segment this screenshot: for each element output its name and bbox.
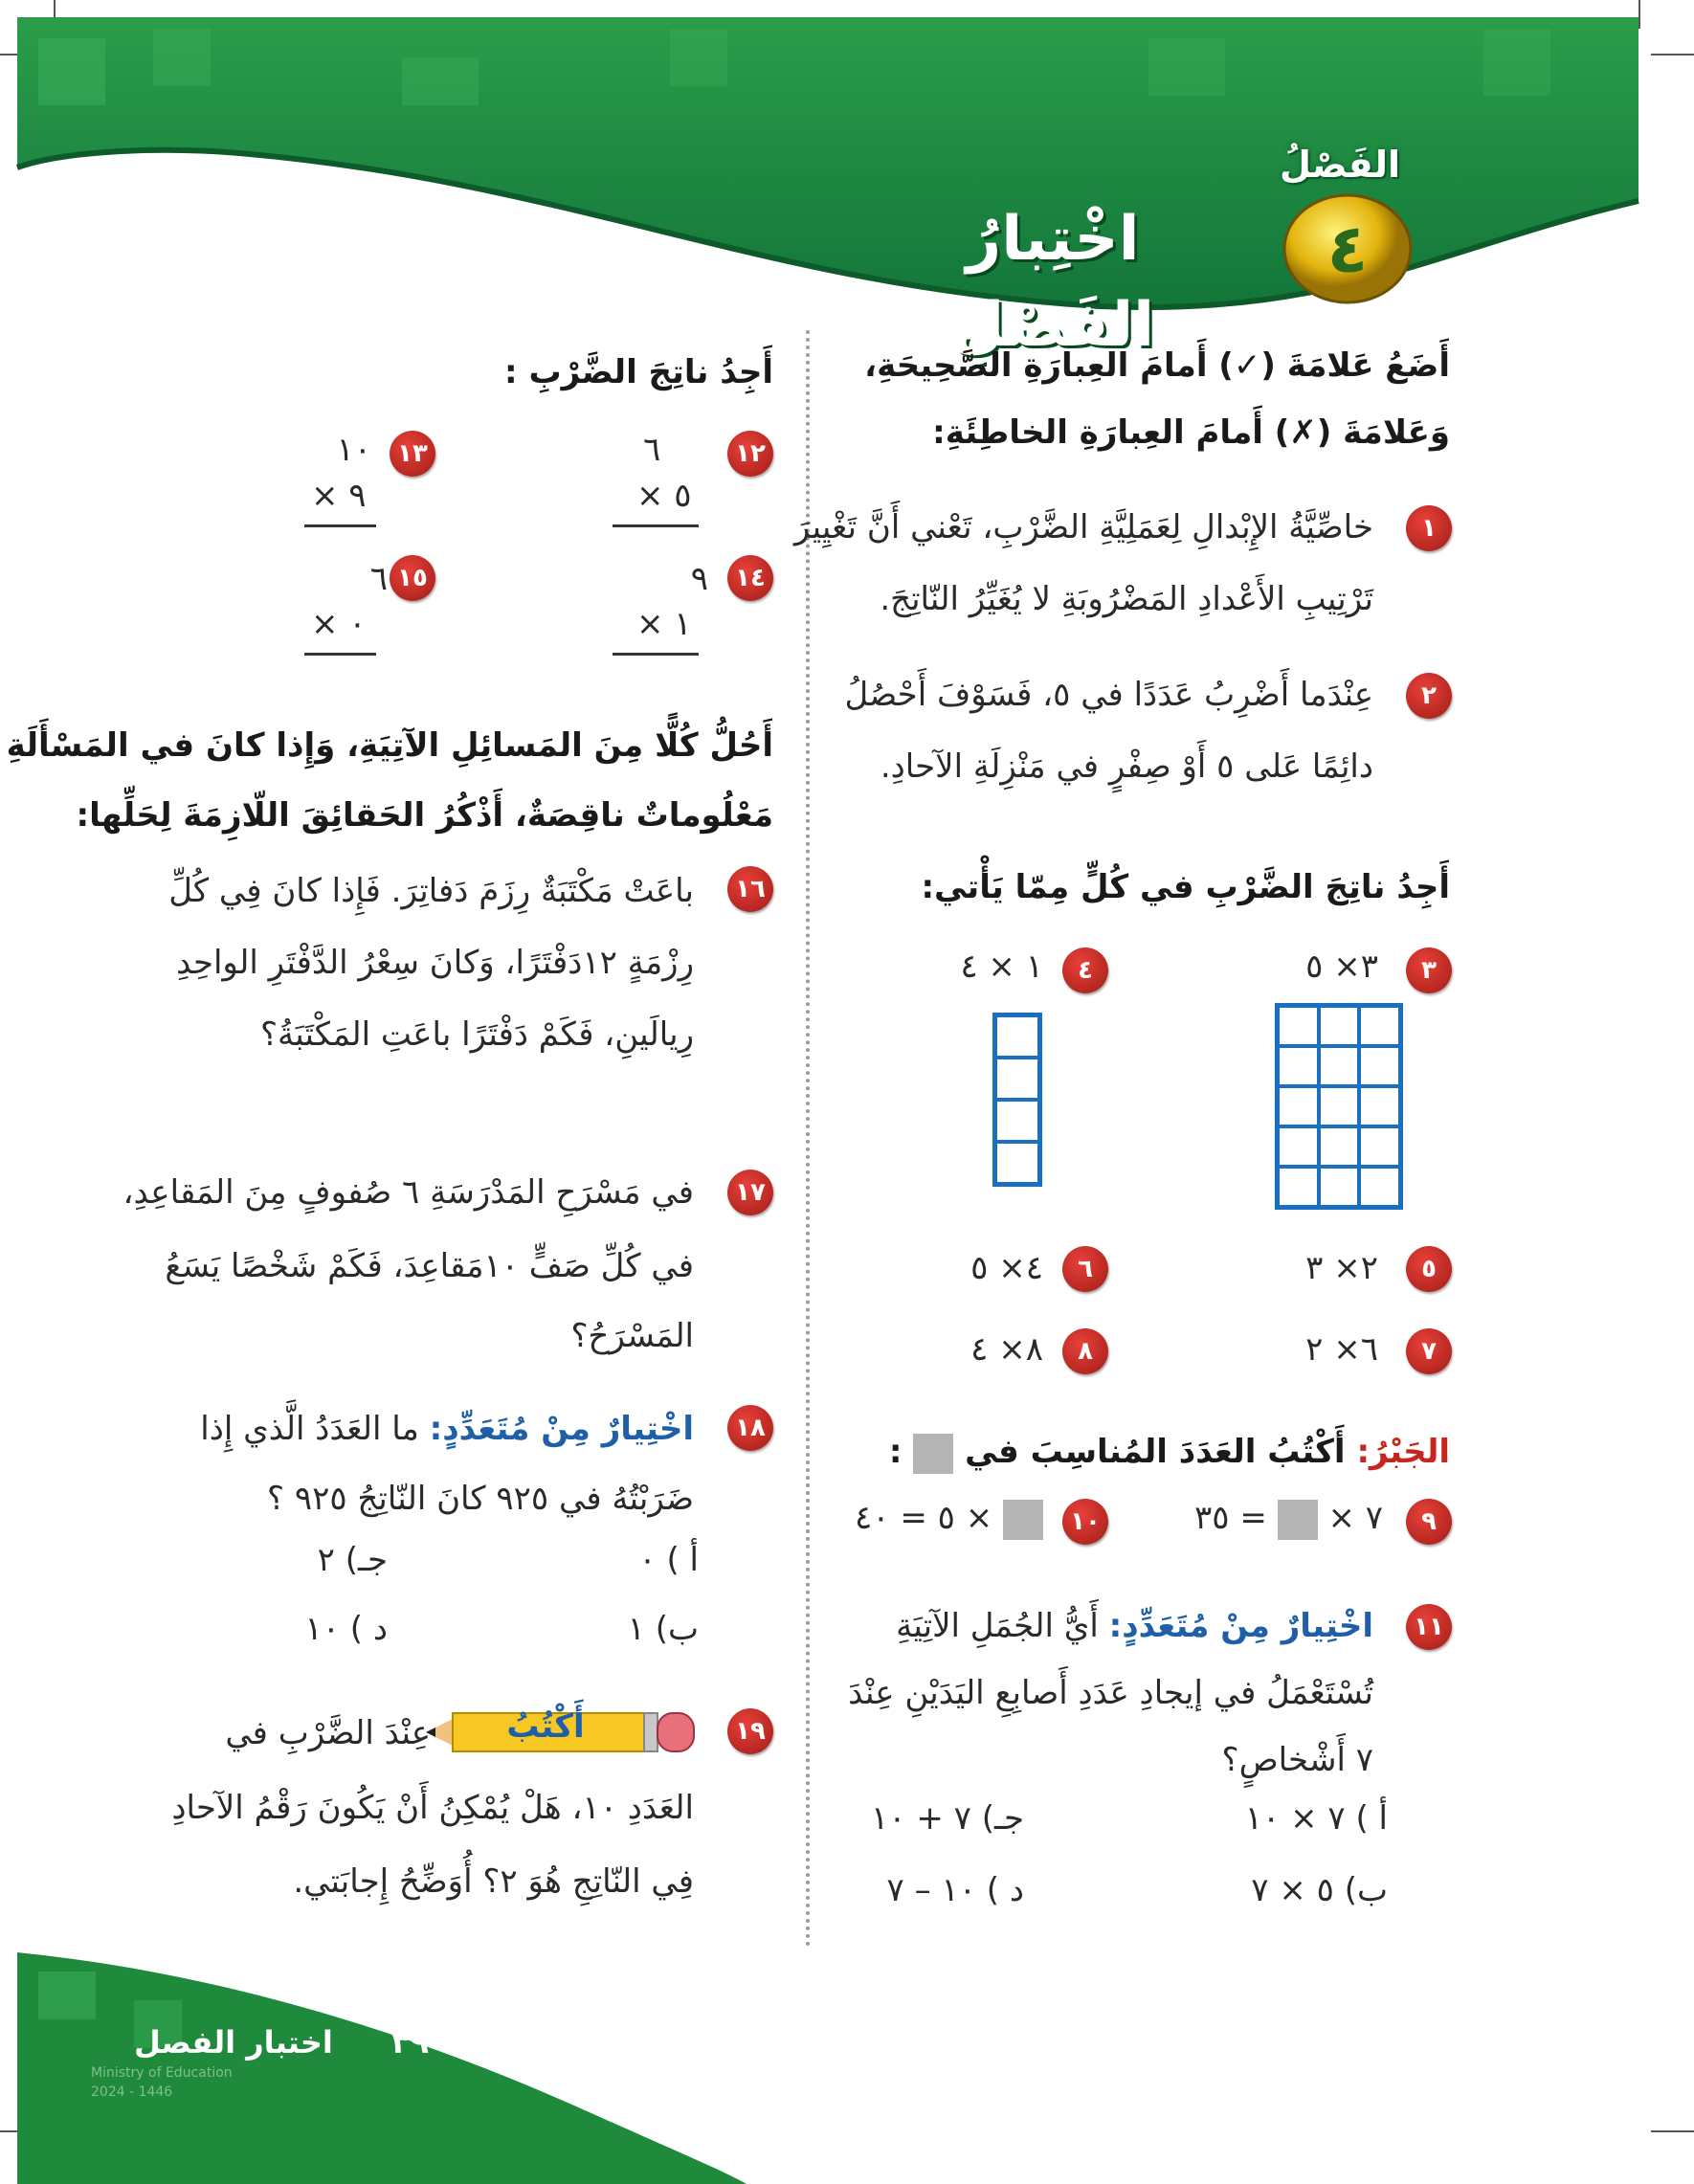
q12-bottom: × ٥ bbox=[636, 477, 692, 515]
question-number: ٧ bbox=[1406, 1328, 1452, 1374]
left-product-instruction: أَجِدُ ناتِجَ الضَّرْبِ : bbox=[504, 353, 773, 391]
footer-banner bbox=[0, 1952, 1694, 2184]
q16-line2: رِزْمَةٍ ١٢دَفْتَرًا، وَكانَ سِعْرُ الدَّفْتَرِ الواحِدِ bbox=[176, 944, 694, 982]
answer-line bbox=[613, 653, 699, 656]
tf-instruction-line1: أَضَعُ عَلامَةَ (✓) أَمامَ العِبارَةِ الصَّحِيحَةِ، bbox=[864, 346, 1450, 385]
blank-box bbox=[913, 1434, 953, 1474]
watermark-line1: Ministry of Education bbox=[91, 2065, 233, 2081]
question-number: ١١ bbox=[1406, 1604, 1452, 1650]
chapter-word: الفَصْلُ bbox=[1279, 144, 1400, 186]
q13-bottom: × ٩ bbox=[311, 477, 367, 515]
q15-top: ٦ bbox=[369, 560, 388, 598]
question-number: ١٣ bbox=[390, 431, 435, 477]
page-title: اخْتِبارُ الفَصْلِ bbox=[950, 204, 1155, 361]
q19-line1: عِنْدَ الضَّرْبِ في bbox=[225, 1714, 431, 1752]
array-grid-1x4 bbox=[992, 1013, 1042, 1187]
algebra-colon: : bbox=[888, 1433, 903, 1471]
question-number: ٣ bbox=[1406, 947, 1452, 993]
q2-line2: دائِمًا عَلى ٥ أَوْ صِفْرٍ في مَنْزِلَةِ الآحادِ. bbox=[880, 747, 1373, 786]
question-number: ١٥ bbox=[390, 555, 435, 601]
array-grid-3x5 bbox=[1275, 1003, 1403, 1210]
q10-right: × ٥ = ٤٠ bbox=[854, 1499, 993, 1537]
q11-option-a[interactable]: أ ) ٧ × ١٠ bbox=[1244, 1799, 1388, 1838]
question-number: ٢ bbox=[1406, 673, 1452, 719]
q17-line1: في مَسْرَحِ المَدْرَسَةِ ٦ صُفوفٍ مِنَ المَقاعِدِ، bbox=[123, 1173, 694, 1212]
question-number: ٩ bbox=[1406, 1499, 1452, 1545]
q18-option-d[interactable]: د ) ١٠ bbox=[304, 1610, 388, 1648]
q18-line1 bbox=[200, 1399, 694, 1459]
q8-expression: ٨× ٤ bbox=[970, 1330, 1043, 1369]
q18-option-a[interactable]: أ ) ٠ bbox=[638, 1541, 699, 1579]
q11-line1 bbox=[896, 1596, 1373, 1656]
q4-expression: ١ × ٤ bbox=[960, 947, 1043, 986]
q11-option-b[interactable]: ب) ٥ × ٧ bbox=[1251, 1871, 1388, 1909]
chapter-number: ٤ bbox=[1326, 210, 1369, 288]
q1-line2: تَرْتِيبِ الأَعْدادِ المَضْرُوبَةِ لا يُغَيِّرُ النّاتِجَ. bbox=[880, 580, 1373, 618]
question-number: ١٠ bbox=[1062, 1499, 1108, 1545]
header-banner bbox=[0, 0, 1694, 325]
q18-option-c[interactable]: جـ) ٢ bbox=[317, 1541, 388, 1579]
product-instruction: أَجِدُ ناتِجَ الضَّرْبِ في كُلٍّ مِمّا يَأْتي: bbox=[921, 868, 1450, 906]
q11-line2: تُسْتَعْمَلُ في إيجادِ عَدَدِ أَصابِعِ اليَدَيْنِ عِنْدَ bbox=[848, 1674, 1373, 1712]
q14-top: ٩ bbox=[690, 560, 708, 598]
q15-bottom: × ٠ bbox=[311, 605, 367, 643]
blank-box[interactable] bbox=[1003, 1500, 1043, 1540]
q13-top: ١٠ bbox=[336, 431, 371, 469]
q16-line3: رِيالَينِ، فَكَمْ دَفْتَرًا باعَتِ المَكْتَبَةُ؟ bbox=[260, 1015, 694, 1054]
page-number: ٣٩ bbox=[390, 2024, 430, 2061]
q12-top: ٦ bbox=[643, 431, 661, 469]
q11-text: أَيُّ الجُمَلِ الآتِيَةِ bbox=[896, 1607, 1099, 1645]
q19-line3: فِي النّاتِجِ هُوَ ٢؟ أُوَضِّحُ إِجابَتي. bbox=[293, 1862, 694, 1901]
question-number: ٤ bbox=[1062, 947, 1108, 993]
question-number: ١٧ bbox=[727, 1170, 773, 1215]
q18-line2: ضَرَبْتُهُ في ٩٢٥ كانَ النّاتِجُ ٩٢٥ ؟ bbox=[266, 1480, 694, 1518]
answer-line bbox=[304, 524, 376, 527]
question-number: ١٢ bbox=[727, 431, 773, 477]
question-number: ١ bbox=[1406, 505, 1452, 551]
write-label: أَكْتُبُ bbox=[506, 1707, 585, 1746]
q11-line3: ٧ أَشْخاصٍ؟ bbox=[1221, 1741, 1373, 1779]
q6-expression: ٤× ٥ bbox=[970, 1249, 1043, 1287]
q1-line1: خاصِّيَّةُ الإِبْدالِ لِعَمَلِيَّةِ الضَّرْبِ، تَعْني أَنَّ تَغْيِيرَ bbox=[793, 508, 1373, 546]
solve-instruction-line2: مَعْلُوماتٌ ناقِصَةٌ، أَذْكُرُ الحَقائِقَ اللّازِمَةَ لِحَلِّها: bbox=[76, 796, 773, 835]
q10-equation bbox=[855, 1499, 1043, 1540]
q3-expression: ٣× ٥ bbox=[1305, 947, 1378, 986]
q9-equation bbox=[1194, 1499, 1383, 1540]
algebra-text: أَكْتُبُ العَدَدَ المُناسِبَ في bbox=[965, 1433, 1346, 1471]
q11-option-c[interactable]: جـ) ٧ + ١٠ bbox=[871, 1799, 1024, 1838]
algebra-instruction bbox=[889, 1426, 1450, 1478]
solve-instruction-line1: أَحُلُّ كُلًّا مِنَ المَسائِلِ الآتِيَةِ، وَإِذا كانَ في المَسْأَلَةِ bbox=[6, 726, 773, 765]
question-number: ١٨ bbox=[727, 1405, 773, 1451]
answer-line bbox=[613, 524, 699, 527]
watermark-line2: 2024 - 1446 bbox=[91, 2084, 173, 2100]
q17-line3: المَسْرَحُ؟ bbox=[570, 1317, 694, 1355]
blank-box[interactable] bbox=[1278, 1500, 1318, 1540]
question-number: ٥ bbox=[1406, 1246, 1452, 1292]
question-number: ٨ bbox=[1062, 1328, 1108, 1374]
answer-line bbox=[304, 653, 376, 656]
q11-option-d[interactable]: د ) ١٠ – ٧ bbox=[886, 1871, 1024, 1909]
q18-text: ما العَدَدُ الَّذي إِذا bbox=[200, 1410, 419, 1448]
column-divider bbox=[806, 330, 810, 1948]
q2-line1: عِنْدَما أَضْرِبُ عَدَدًا في ٥، فَسَوْفَ أَحْصُلُ bbox=[844, 676, 1373, 714]
tf-instruction-line2: وَعَلامَةَ (✗) أَمامَ العِبارَةِ الخاطِئَةِ: bbox=[932, 413, 1450, 452]
q14-bottom: × ١ bbox=[636, 605, 692, 643]
question-number: ١٩ bbox=[727, 1708, 773, 1754]
q19-line2: العَدَدِ ١٠، هَلْ يُمْكِنُ أَنْ يَكُونَ رَقْمُ الآحادِ bbox=[171, 1789, 694, 1827]
q9-right: = ٣٥ bbox=[1193, 1499, 1267, 1537]
q7-expression: ٦× ٢ bbox=[1305, 1330, 1378, 1369]
multiple-choice-label: اخْتِيارٌ مِنْ مُتَعَدِّدٍ: bbox=[429, 1410, 694, 1448]
q5-expression: ٢× ٣ bbox=[1305, 1249, 1378, 1287]
q17-line2: في كُلِّ صَفٍّ ١٠مَقاعِدَ، فَكَمْ شَخْصًا يَسَعُ bbox=[165, 1247, 694, 1285]
footer-page-label: اختبار الفصل bbox=[134, 2024, 333, 2061]
q9-left: ٧ × bbox=[1327, 1499, 1383, 1537]
q16-line1: باعَتْ مَكْتَبَةٌ رِزَمَ دَفاتِرَ. فَإِذا كانَ فِي كُلِّ bbox=[168, 872, 694, 910]
question-number: ١٤ bbox=[727, 555, 773, 601]
algebra-label: الجَبْرُ: bbox=[1356, 1433, 1450, 1471]
question-number: ٦ bbox=[1062, 1246, 1108, 1292]
q18-option-b[interactable]: ب) ١ bbox=[627, 1610, 699, 1648]
question-number: ١٦ bbox=[727, 866, 773, 912]
multiple-choice-label: اخْتِيارٌ مِنْ مُتَعَدِّدٍ: bbox=[1108, 1607, 1373, 1645]
footer-label bbox=[134, 2024, 429, 2061]
